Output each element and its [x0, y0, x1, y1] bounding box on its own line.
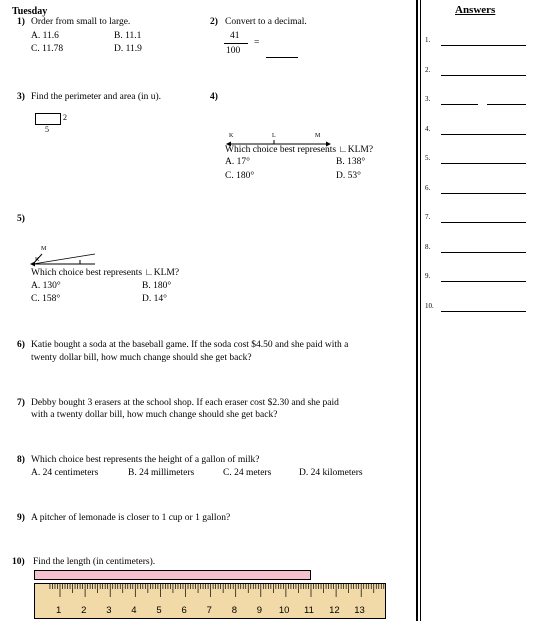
q8-choice-d: D. 24 kilometers — [299, 468, 363, 478]
q7-number: 7) — [17, 398, 25, 408]
ruler-number-label: 9 — [256, 605, 263, 616]
q8-text: Which choice best represents the height of a gallon of milk? — [31, 455, 260, 465]
q8-choice-c: C. 24 meters — [223, 468, 272, 478]
q9-text: A pitcher of lemonade is closer to 1 cup or 1 gallon? — [31, 513, 231, 523]
answer-blank-3-b[interactable] — [487, 104, 526, 105]
q5-label-m: M — [41, 246, 47, 252]
answer-blank-10[interactable] — [441, 311, 526, 312]
q5-choice-a: A. 130° — [31, 281, 61, 291]
q5-label-k: K — [35, 257, 40, 263]
ruler-number-label: 1 — [56, 605, 62, 616]
q4-label-k: K — [229, 133, 234, 139]
q3-height-label: 2 — [63, 113, 67, 122]
q3-width-label: 5 — [45, 125, 49, 134]
ruler-number-label: 13 — [354, 605, 365, 616]
q10-text: Find the length (in centimeters). — [33, 557, 156, 567]
q3-text: Find the perimeter and area (in u). — [31, 92, 162, 102]
q1-choice-d: D. 11.9 — [114, 44, 142, 54]
answer-blank-2[interactable] — [441, 75, 526, 76]
q3-rectangle — [35, 113, 61, 125]
answer-blank-7[interactable] — [441, 222, 526, 223]
answers-title: Answers — [455, 4, 496, 16]
q8-choice-b: B. 24 millimeters — [128, 468, 195, 478]
q4-choice-a: A. 17° — [225, 157, 250, 167]
answer-number-4: 4. — [425, 125, 431, 133]
q2-fraction-bar — [224, 43, 248, 44]
q5-angle-diagram — [30, 250, 100, 270]
q9-number: 9) — [17, 513, 25, 523]
answer-blank-9[interactable] — [441, 281, 526, 282]
day-title: Tuesday — [12, 6, 48, 17]
q2-text: Convert to a decimal. — [225, 17, 307, 27]
q6-line2: twenty dollar bill, how much change should she get back? — [31, 353, 252, 363]
q4-label-l: L — [272, 133, 276, 139]
q1-choice-c: C. 11.78 — [31, 44, 64, 54]
answer-blank-6[interactable] — [441, 193, 526, 194]
q4-number: 4) — [210, 92, 218, 102]
ruler-number-label: 11 — [304, 605, 314, 616]
q2-numerator: 41 — [230, 31, 240, 41]
q8-choice-a: A. 24 centimeters — [31, 468, 99, 478]
answer-number-5: 5. — [425, 154, 431, 162]
q10-number: 10) — [12, 557, 25, 567]
q2-equals: = — [254, 38, 260, 48]
measured-bar — [34, 570, 311, 580]
q4-choice-c: C. 180° — [225, 171, 255, 181]
q4-choice-d: D. 53° — [336, 171, 361, 181]
ruler-number-label: 12 — [329, 605, 340, 616]
ruler-number-label: 2 — [81, 605, 87, 616]
q1-number: 1) — [17, 17, 25, 27]
q2-number: 2) — [210, 17, 218, 27]
q1-text: Order from small to large. — [31, 17, 131, 27]
answer-number-9: 9. — [425, 272, 431, 280]
ruler-number-label: 7 — [206, 605, 212, 616]
ruler-number-label: 5 — [156, 605, 162, 616]
answer-number-1: 1. — [425, 36, 431, 44]
q5-choice-c: C. 158° — [31, 294, 61, 304]
answer-number-3: 3. — [425, 95, 431, 103]
q2-denominator: 100 — [226, 46, 241, 56]
answer-number-6: 6. — [425, 184, 431, 192]
answer-blank-1[interactable] — [441, 45, 526, 46]
answer-number-8: 8. — [425, 243, 431, 251]
q7-line1: Debby bought 3 erasers at the school shop. If each eraser cost $2.30 and she paid — [31, 398, 339, 408]
ruler-number-label: 8 — [231, 605, 237, 616]
answer-blank-8[interactable] — [441, 252, 526, 253]
q5-choice-d: D. 14° — [142, 294, 167, 304]
ruler-number-label: 4 — [131, 605, 137, 616]
ruler-number-label: 3 — [106, 605, 112, 616]
answer-blank-5[interactable] — [441, 163, 526, 164]
q5-choice-b: B. 180° — [142, 281, 172, 291]
q5-question: Which choice best represents ∟KLM? — [31, 268, 180, 278]
q4-choice-b: B. 138° — [336, 157, 366, 167]
q3-number: 3) — [17, 92, 25, 102]
answer-number-7: 7. — [425, 213, 431, 221]
q7-line2: with a twenty dollar bill, how much change should she get back? — [31, 410, 278, 420]
answer-blank-3-a[interactable] — [441, 104, 478, 105]
q2-answer-blank — [266, 57, 298, 58]
q5-number: 5) — [17, 214, 25, 224]
ruler-number-label: 6 — [181, 605, 187, 616]
column-divider — [416, 0, 418, 621]
ruler-number-label: 10 — [278, 605, 290, 616]
q6-number: 6) — [17, 340, 25, 350]
answer-number-2: 2. — [425, 66, 431, 74]
q6-line1: Katie bought a soda at the baseball game. If the soda cost $4.50 and she paid with a — [31, 340, 349, 350]
q1-choice-b: B. 11.1 — [114, 31, 142, 41]
answer-number-10: 10. — [425, 302, 434, 310]
q4-question: Which choice best represents ∟KLM? — [225, 145, 374, 155]
q1-choice-a: A. 11.6 — [31, 31, 59, 41]
q4-label-m: M — [315, 133, 321, 139]
column-divider-inner — [420, 0, 421, 621]
q8-number: 8) — [17, 455, 25, 465]
answer-blank-4[interactable] — [441, 134, 526, 135]
